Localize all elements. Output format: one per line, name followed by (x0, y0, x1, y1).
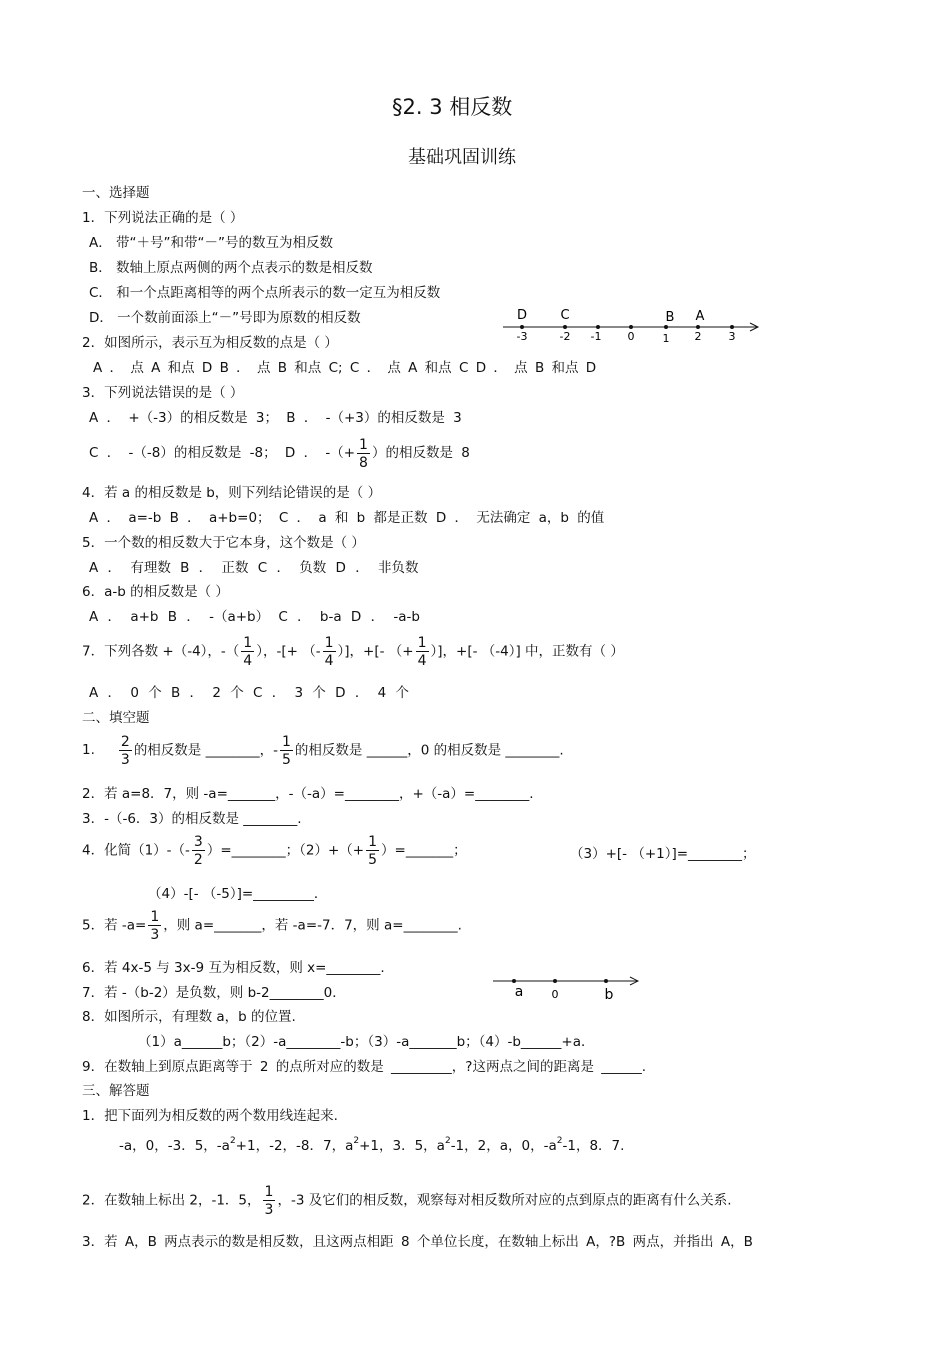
axis1-tick: -1 (590, 330, 602, 343)
axis2-label-a: a (514, 984, 524, 1000)
solve-3: 3．若 A，B 两点表示的数是相反数，且这两点相距 8 个单位长度，在数轴上标出 A，?B 两点，并指出 A，B (82, 1234, 753, 1250)
q1-option-b: B． 数轴上原点两侧的两个点表示的数是相反数 (89, 260, 373, 276)
fraction: $\frac{1}{4}$ (324, 635, 334, 669)
solve-2: 2．在数轴上标出 2，-1．5， $\frac{1}{3}$ ，-3 及它们的相反数，观察每对相反数所对应的点到原点的距离有什么关系. (82, 1184, 732, 1218)
q3-option-c-text: C ． -（-8）的相反数是 -8； D ． -（+ (89, 445, 356, 462)
q1: 1．下列说法正确的是（ ） (82, 210, 244, 226)
fill-4-part3: （3）+[- （+1）]=________； (570, 846, 756, 862)
fill-6: 6．若 4x-5 与 3x-9 互为相反数，则 x=________. (82, 960, 385, 976)
fraction: $\frac{1}{4}$ (243, 635, 253, 669)
axis1-label-a: A (695, 309, 705, 324)
axis1-label-b: B (665, 310, 675, 325)
fill-4: 4．化简（1）-（- $\frac{3}{2}$ ）=________；（2）+（+ $\frac{1}{5}$ ）=_______； (82, 834, 467, 868)
fill-5: 5．若 -a= $\frac{1}{3}$ ，则 a=_______，若 -a=-7．7，则 a=________. (82, 909, 462, 943)
axis1-tick: 2 (694, 330, 702, 343)
axis1-label-c: C (560, 308, 570, 323)
q3-option-d-end: ）的相反数是 8 (371, 445, 470, 462)
fraction: $\frac{1}{8}$ (359, 437, 368, 471)
fraction: $\frac{1}{4}$ (417, 635, 427, 669)
axis1-tick: 1 (662, 332, 670, 345)
fraction: $\frac{3}{2}$ (193, 834, 203, 868)
fill-9: 9．在数轴上到原点距离等于 2 的点所对应的数是 _________，?这两点之间的距离是 ______. (82, 1059, 647, 1075)
section-fill: 二、填空题 (82, 710, 150, 726)
fill-8-options: （1）a______b；（2）-a________-b；（3）-a_______b；（4）-b______+a． (138, 1034, 595, 1050)
fill-1: 1. $\frac{2}{3}$ 的相反数是 ________，- $\frac{1}{5}$ 的相反数是 ______，0 的相反数是 ________. (82, 734, 564, 768)
q5: 5．一个数的相反数大于它本身，这个数是（ ） (82, 535, 365, 551)
q1-option-d: D． 一个数前面添上“－”号即为原数的相反数 (89, 310, 361, 326)
q3: 3．下列说法错误的是（ ） (82, 385, 244, 401)
q2-options: A ． 点 A 和点 D B ． 点 B 和点 C; C ． 点 A 和点 C D ． 点 B 和点 D (93, 360, 597, 376)
solve-1: 1．把下面列为相反数的两个数用线连起来. (82, 1108, 338, 1124)
q7-options: A ． 0 个 B ． 2 个 C ． 3 个 D ． 4 个 (89, 685, 410, 701)
fill-3: 3．-（-6．3）的相反数是 ________. (82, 811, 302, 827)
number-line-figure-2 (490, 968, 650, 1004)
fill-8: 8．如图所示，有理数 a，b 的位置. (82, 1009, 296, 1025)
q4: 4．若 a 的相反数是 b，则下列结论错误的是（ ） (82, 485, 382, 501)
q7: 7．下列各数 +（-4），-（ $\frac{1}{4}$ ），-[+ （- $\frac{1}{4}$ ）]，+[- （+ $\frac{1}{4}$ ）]，+[- （-4）] 中，正数有（ ） (82, 635, 624, 669)
axis1-tick: 0 (627, 330, 635, 343)
fill-7: 7．若 -（b-2）是负数，则 b-2________0． (82, 985, 346, 1001)
fill-2: 2．若 a=8．7，则 -a=_______，-（-a）=________，+（-a）=________. (82, 786, 534, 802)
number-line-figure-1 (500, 300, 770, 350)
section-solve: 三、解答题 (82, 1083, 150, 1099)
q3-options-cd (89, 438, 470, 470)
q5-options: A ． 有理数 B ． 正数 C ． 负数 D ． 非负数 (89, 560, 419, 576)
q1-option-a: A． 带“＋号”和带“－”号的数互为相反数 (89, 235, 334, 251)
fraction: $\frac{1}{3}$ (264, 1184, 274, 1218)
q6: 6．a-b 的相反数是（ ） (82, 584, 229, 600)
solve-1-list: -a，0，-3．5，$-a^2+1$，-2，-8．7，$a^2+1$，3．5，$a^2-1$，2，a，0，$-a^2-1$，8．7. (119, 1136, 625, 1154)
section-choice: 一、选择题 (82, 185, 150, 201)
q4-options: A ． a=-b B ． a+b=0； C ． a 和 b 都是正数 D ． 无法确定 a，b 的值 (89, 510, 605, 526)
axis1-tick: -2 (559, 330, 571, 343)
axis2-label-b: b (604, 987, 614, 1003)
q2: 2．如图所示，表示互为相反数的点是（ ） (82, 335, 338, 351)
axis1-tick: -3 (516, 330, 528, 343)
q6-options: A ． a+b B ． -（a+b） C ． b-a D ． -a-b (89, 609, 420, 625)
fraction: $\frac{1}{3}$ (150, 909, 160, 943)
fraction: $\frac{2}{3}$ (120, 734, 130, 768)
fraction: $\frac{1}{5}$ (368, 834, 378, 868)
axis1-tick: 3 (728, 330, 736, 343)
fraction: $\frac{1}{5}$ (281, 734, 291, 768)
axis2-label-zero: 0 (551, 988, 559, 1001)
page-title: §2. 3 相反数 (392, 95, 513, 119)
axis1-label-d: D (516, 308, 528, 323)
fill-4-part4: （4）-[- （-5）]=_________． (148, 886, 328, 902)
q1-option-c: C． 和一个点距离相等的两个点所表示的数一定互为相反数 (89, 285, 441, 301)
page-subtitle: 基础巩固训练 (408, 147, 516, 168)
q3-options-ab: A ． +（-3）的相反数是 3； B ． -（+3）的相反数是 3 (89, 410, 462, 426)
